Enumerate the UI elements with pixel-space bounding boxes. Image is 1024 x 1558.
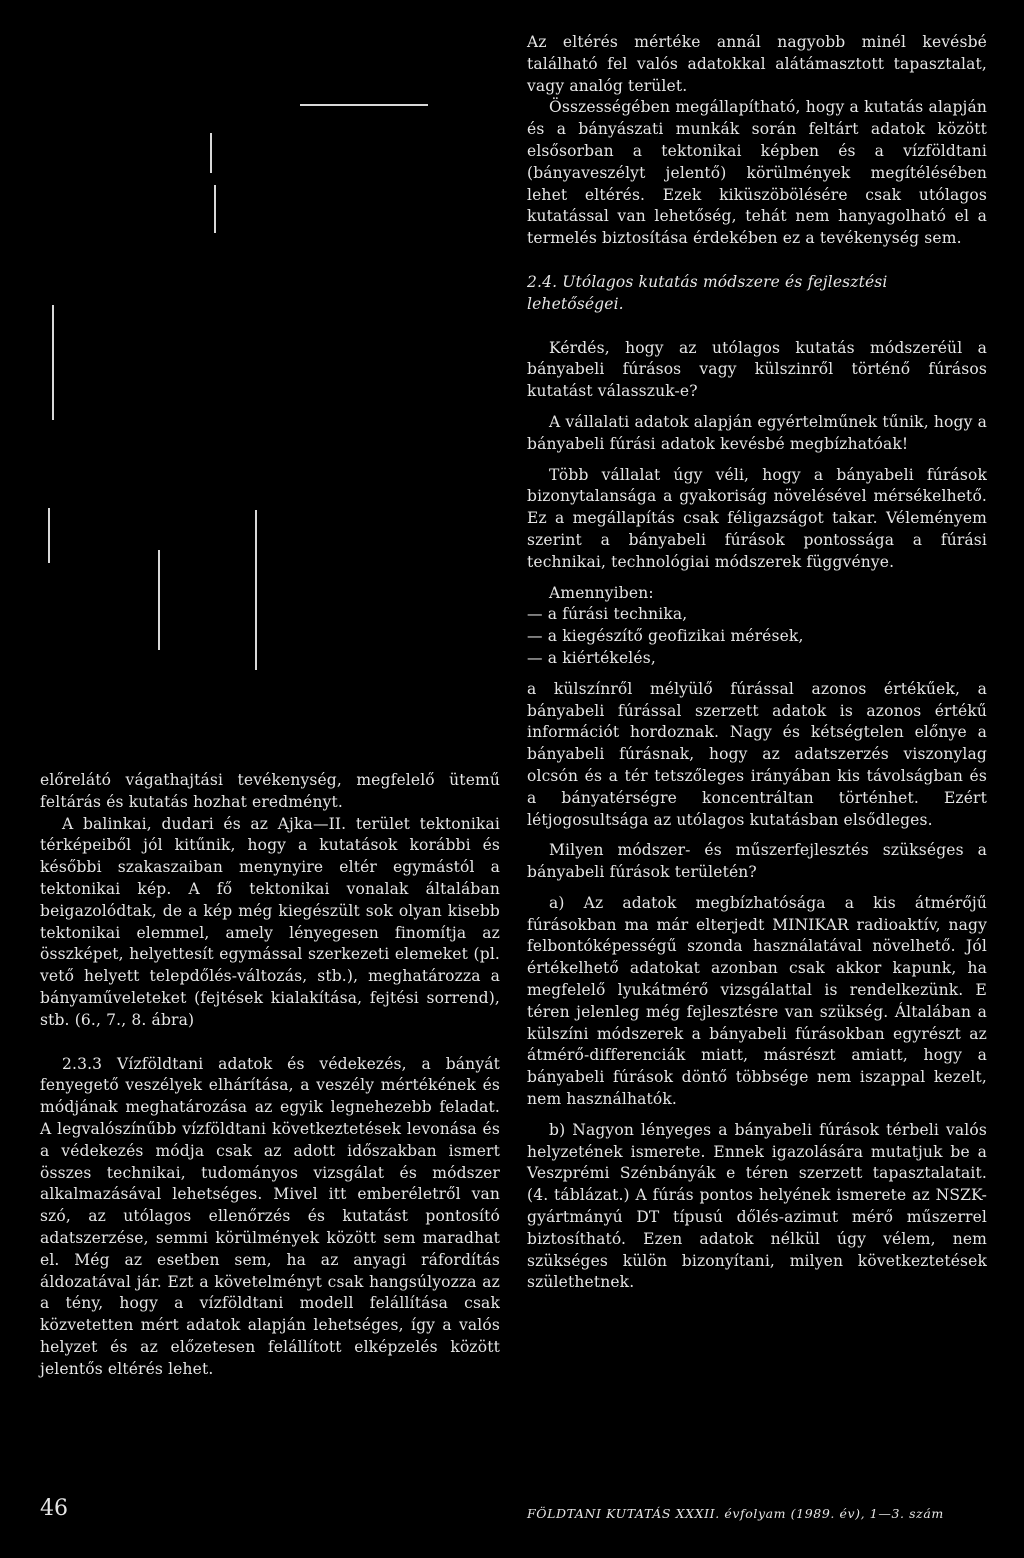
figure-line bbox=[48, 508, 50, 563]
paragraph: 2.3.3 Vízföldtani adatok és védekezés, a bányát fenyegető veszélyek elhárítása, a veszély mértékének és módjának meghatározása az egyik legnehezebb feladat. A legvalószínűbb vízföldtani következtetések levonása és a védekezés módja csak az adott időszakban ismert összes technikai, tudományos vizsgálat és módszer alkalmazásával lehetséges. Mivel itt emberéletről van szó, az utólagos ellenőrzés és kutatást pontosító adatszerzése, semmi körülmények között sem maradhat el. Még az esetben sem, ha az anyagi ráfordítás áldozatával jár. Ezt a követelményt csak hangsúlyozza az a tény, hogy a vízföldtani modell felállítása csak közvetetten mért adatok alapján lehetséges, így a valós helyzet és az előzetesen felállított elképzelés között jelentős eltérés lehet. bbox=[40, 1054, 500, 1378]
list-intro: Amennyiben: bbox=[549, 583, 654, 602]
list-item: — a fúrási technika, bbox=[527, 605, 688, 624]
figure-line bbox=[255, 510, 257, 670]
journal-footer: FÖLDTANI KUTATÁS XXXII. évfolyam (1989. év), 1—3. szám bbox=[527, 1506, 944, 1521]
figure-line bbox=[52, 305, 54, 420]
paragraph: a) Az adatok megbízhatósága a kis átmérőjű fúrásokban ma már elterjedt MINIKAR radioaktív, nagy felbontóképességű szonda használatával növelhető. Jól értékelhető adatokat azonban csak akkor kapunk, ha megfelelő lyukátmérő vizsgálattal is rendelkezünk. E téren jelenleg még fejlesztésre van szükség. Általában a külszíni módszerek a bányabeli fúrásokban egyrészt az átmérő-differenciák miatt, másrészt amiatt, hogy a bányabeli fúrások döntő többsége nem iszappal kezelt, nem használhatók. bbox=[527, 893, 987, 1109]
paragraph: Milyen módszer- és műszerfejlesztés szükséges a bányabeli fúrások területén? bbox=[527, 841, 987, 882]
paragraph: b) Nagyon lényeges a bányabeli fúrások térbeli valós helyzetének ismerete. Ennek igazolására mutatjuk be a Veszprémi Szénbányák e téren szerzett tapasztalatait. (4. táblázat.) A fúrás pontos helyének ismerete az NSZK-gyártmányú DT típusú dőlés-azimut mérő műszerrel biztosítható. Ezen adatok nélkül úgy vélem, nem szükséges külön bizonyítani, milyen következtetések születhetnek. bbox=[527, 1120, 987, 1292]
page-number: 46 bbox=[40, 1496, 68, 1521]
paragraph: A vállalati adatok alapján egyértelműnek tűnik, hogy a bányabeli fúrási adatok kevésbé megbízhatóak! bbox=[527, 412, 987, 453]
list-item: — a kiértékelés, bbox=[527, 648, 656, 667]
section-heading: 2.4. Utólagos kutatás módszere és fejlesztési lehetőségei. bbox=[527, 272, 888, 313]
paragraph: Összességében megállapítható, hogy a kutatás alapján és a bányászati munkák során feltárt adatok között elsősorban a tektonikai képben és a vízföldtani (bányaveszélyt jelentő) körülmények megítélésében lehet eltérés. Ezek kiküszöbölésére csak utólagos kutatással van lehetőség, tehát nem hanyagolható el a termelés biztosítása érdekében ez a tevékenység sem. bbox=[527, 98, 987, 248]
paragraph: a külszínről mélyülő fúrással azonos értékűek, a bányabeli fúrással szerzett adatok is azonos értékű információt hordoznak. Nagy és kétségtelen előnye a bányabeli fúrásnak, hogy az adatszerzés viszonylag olcsón és a tér tetszőleges irányában kis távolságban és a bányatérségre koncentráltan történhet. Ezért létjogosultsága az utólagos kutatásban elsődleges. bbox=[527, 679, 987, 829]
list-item: — a kiegészítő geofizikai mérések, bbox=[527, 627, 804, 646]
paragraph: Kérdés, hogy az utólagos kutatás módszeréül a bányabeli fúrásos vagy külszinről történő fúrásos kutatást válasszuk-e? bbox=[527, 338, 987, 401]
paragraph: Több vállalat úgy véli, hogy a bányabeli fúrások bizonytalansága a gyakoriság növelésével mérsékelhető. Ez a megállapítás csak féligazságot takar. Véleményem szerint a bányabeli fúrások pontossága a fúrási technikai, technológiai módszerek függvénye. bbox=[527, 465, 987, 571]
right-column bbox=[527, 32, 987, 1294]
paragraph: előrelátó vágathajtási tevékenység, megfelelő ütemű feltárás és kutatás hozhat eredményt. bbox=[40, 771, 500, 811]
figure-line bbox=[214, 185, 216, 233]
figure-line bbox=[158, 550, 160, 650]
paragraph: A balinkai, dudari és az Ajka—II. terület tektonikai térképeiből jól kitűnik, hogy a kutatások korábbi és későbbi szakaszaiban menynyire eltér egymástól a tektonikai kép. A fő tektonikai vonalak általában beigazolódtak, de a kép még kiegészült sok olyan kisebb tektonikai elemmel, amely lényegesen finomítja az összképet, helyettesít egymással szerkezeti elemeket (pl. vető helyett telepdőlés-változás, stb.), meghatározza a bányaműveleteket (fejtések kialakítása, fejtési sorrend), stb. (6., 7., 8. ábra) bbox=[40, 814, 500, 1029]
paragraph: Az eltérés mértéke annál nagyobb minél kevésbé található fel valós adatokkal alátámasztott tapasztalat, vagy analóg terület. bbox=[527, 33, 987, 95]
figure-line bbox=[300, 104, 428, 106]
figure-line bbox=[210, 133, 212, 173]
left-column bbox=[40, 770, 500, 1381]
